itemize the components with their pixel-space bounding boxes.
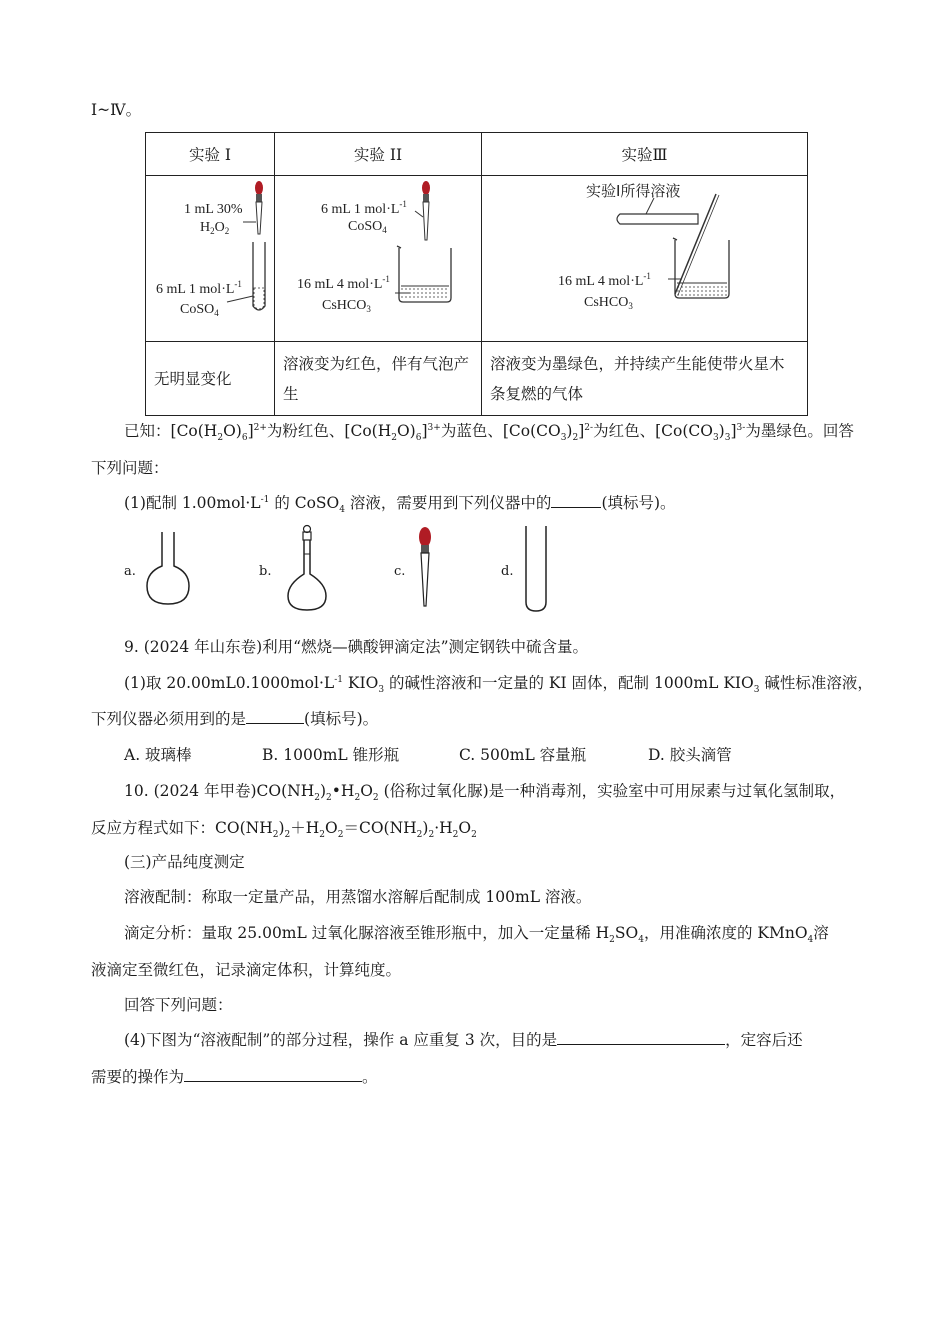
test-tube-icon [253,242,265,310]
question-4-text-line-2: 需要的操作为 。 [91,1068,378,1086]
volumetric-flask-icon [284,524,330,614]
known-info-line-2: 下列问题： [91,459,169,477]
figure-exp-3 [482,176,808,342]
glass-rod-icon [675,194,719,295]
option-b: B. 1000mL 锥形瓶 [262,746,400,764]
result-exp-2: 溶液变为红色，伴有气泡产生 [275,342,482,416]
experiment-table [145,132,808,416]
answer-blank[interactable] [551,493,601,508]
result-exp-1: 无明显变化 [146,342,275,416]
section-heading: (三)产品纯度测定 [124,853,245,871]
known-info-line-1: 已知：$[Co(H_2O)_6]^{2+}$为粉红色、$[Co(H_2O)_6]^{3+}$为蓝色、$[Co(CO_3)_2]^{2-}$为红色、$[Co(CO_3)_3]^{3-}$为墨绿色。回答 [124,422,854,444]
exp1-bottom-label-1: 6 mL 1 $mol\cdot L^{-1}$ [156,279,242,297]
exp2-bottom-label-1: 16 mL 4 $mol\cdot L^{-1}$ [297,274,390,292]
exp1-top-label-2: $H_2O_2$ [200,220,230,236]
question-9-part-1: (1)取 $20.00mL0.1000mol\cdot L^{-1}$ $KIO_3$ 的碱性溶液和一定量的 KI 固体，配制 1000mL $KIO_3$ 碱性标准溶液， [124,674,873,696]
option-a: A. 玻璃棒 [124,746,192,764]
exp1-bottom-label-2: CoSO$_4$ [180,302,219,318]
exp2-top-label-1: 6 mL 1 $mol\cdot L^{-1}$ [321,199,407,217]
question-1-text: (1)配制 $1.00mol\cdot L^{-1}$ 的 CoSO$_4$ 溶液，需要用到下列仪器中的 (填标号)。 [124,494,676,516]
instrument-label-d: d. [501,564,514,579]
instrument-label-c: c. [394,564,406,579]
exp3-bottom-label-2: CsHCO$_3$ [584,295,633,311]
question-9-heading: 9. (2024 年山东卷)利用“燃烧—碘酸钾滴定法”测定钢铁中硫含量。 [124,638,589,656]
answer-prompt: 回答下列问题： [124,996,233,1014]
instrument-label-a: a. [124,564,136,579]
intro-text: I~Ⅳ。 [91,101,142,119]
answer-blank[interactable] [184,1067,362,1082]
solution-prep-text: 溶液配制：称取一定量产品，用蒸馏水溶解后配制成 100mL 溶液。 [124,888,592,906]
round-bottom-flask-icon [143,528,193,608]
exp2-apparatus-diagram [275,176,481,341]
question-9-part-1-line-2: 下列仪器必须用到的是 (填标号)。 [91,710,379,728]
question-4-text: (4)下图为“溶液配制”的部分过程，操作 a 应重复 3 次，目的是 ，定容后还 [124,1031,803,1049]
beaker-icon [673,238,729,298]
exp2-bottom-label-2: CsHCO$_3$ [322,298,371,314]
figure-exp-2 [275,176,482,342]
exp3-top-label: 实验I所得溶液 [586,182,681,200]
answer-blank[interactable] [557,1030,725,1045]
reaction-equation: 反应方程式如下：$CO(NH_2)_2+H_2O_2=CO(NH_2)_2\cdot H_2O_2$ [91,819,477,841]
exp2-top-label-2: CoSO$_4$ [348,219,387,235]
question-10-heading: 10. (2024 年甲卷)$CO(NH_2)_2•H_2O_2$ (俗称过氧化脲)是一种消毒剂，实验室中可用尿素与过氧化氢制取， [124,782,846,804]
exp3-bottom-label-1: 16 mL 4 $mol\cdot L^{-1}$ [558,271,651,289]
header-exp-3: 实验Ⅲ [482,133,808,176]
test-tube-icon [523,524,549,614]
beaker-icon [397,246,451,302]
header-exp-2: 实验 II [275,133,482,176]
exp3-apparatus-diagram [482,176,807,341]
titration-text: 滴定分析：量取 25.00mL 过氧化脲溶液至锥形瓶中，加入一定量稀 $H_2SO_4$，用准确浓度的 KMnO$_4$溶 [124,924,829,946]
tilted-test-tube-icon [617,198,698,224]
titration-text-line-2: 液滴定至微红色，记录滴定体积，计算纯度。 [91,961,402,979]
instrument-label-b: b. [259,564,272,579]
dropper-icon [255,181,263,234]
figure-exp-1 [146,176,275,342]
option-d: D. 胶头滴管 [648,746,732,764]
answer-blank[interactable] [246,709,304,724]
result-exp-3: 溶液变为墨绿色，并持续产生能使带火星木条复燃的气体 [482,342,808,416]
header-exp-1: 实验 I [146,133,275,176]
exp1-top-label-1: 1 mL 30% [184,202,243,217]
option-c: C. 500mL 容量瓶 [459,746,587,764]
exp1-apparatus-diagram [146,176,274,341]
dropper-icon [414,526,436,610]
dropper-icon [422,181,430,240]
